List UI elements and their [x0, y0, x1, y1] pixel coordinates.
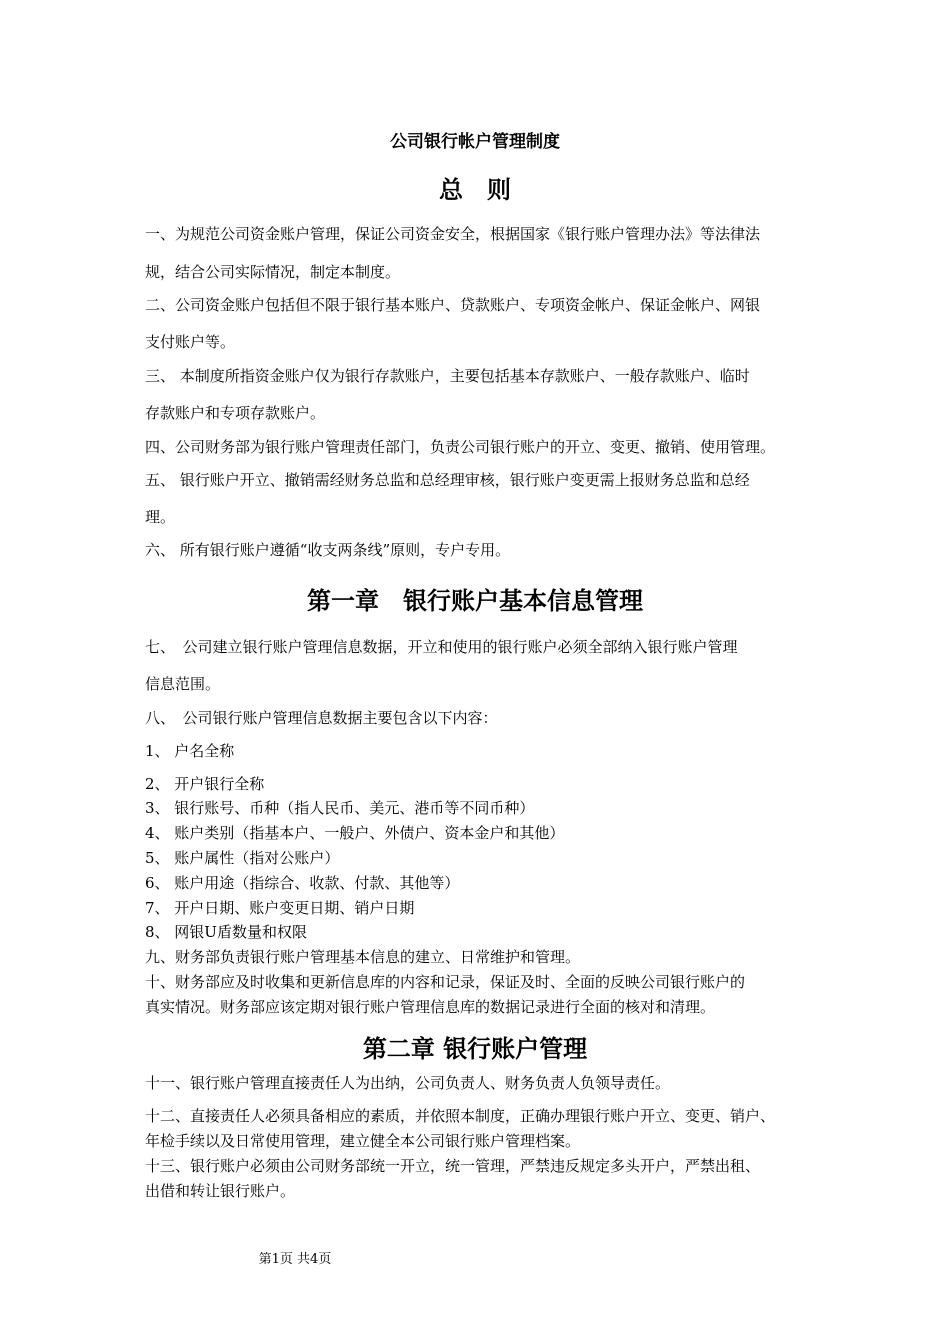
paragraph-line: 真实情况。财务部应该定期对银行账户管理信息库的数据记录进行全面的核对和清理。	[145, 998, 716, 1016]
paragraph-line: 十一、银行账户管理直接责任人为出纳，公司负责人、财务负责人负领导责任。	[145, 1074, 671, 1092]
paragraph-line: 十、财务部应及时收集和更新信息库的内容和记录，保证及时、全面的反映公司银行账户的	[145, 973, 746, 991]
paragraph-line: 七、 公司建立银行账户管理信息数据，开立和使用的银行账户必须全部纳入银行账户管理	[145, 638, 738, 656]
chapter2-heading: 第二章 银行账户管理	[362, 1035, 588, 1063]
page-footer: 第1页 共4页	[258, 1252, 332, 1267]
chapter1-heading: 第一章 银行账户基本信息管理	[307, 587, 643, 615]
paragraph-line: 支付账户等。	[145, 333, 236, 351]
paragraph-line: 八、 公司银行账户管理信息数据主要包含以下内容：	[145, 709, 498, 727]
list-item: 6、 账户用途（指综合、收款、付款、其他等）	[145, 874, 460, 892]
paragraph-line: 四、公司财务部为银行账户管理责任部门，负责公司银行账户的开立、变更、撤销、使用管理。	[145, 438, 776, 456]
list-item: 4、 账户类别（指基本户、一般户、外债户、资本金户和其他）	[145, 824, 565, 842]
paragraph-line: 十二、直接责任人必须具备相应的素质，并依照本制度，正确办理银行账户开立、变更、销户、	[145, 1107, 776, 1125]
list-item: 3、 银行账号、币种（指人民币、美元、港币等不同币种）	[145, 799, 535, 817]
list-item: 5、 账户属性（指对公账户）	[145, 849, 340, 867]
paragraph-line: 存款账户和专项存款账户。	[145, 404, 326, 422]
paragraph-line: 六、 所有银行账户遵循“收支两条线”原则，专户专用。	[145, 541, 511, 559]
general-heading: 总 则	[439, 176, 511, 204]
paragraph-line: 五、 银行账户开立、撤销需经财务总监和总经理审核，银行账户变更需上报财务总监和总经	[145, 471, 750, 489]
paragraph-line: 规，结合公司实际情况，制定本制度。	[145, 263, 401, 281]
document-title: 公司银行帐户管理制度	[390, 132, 560, 152]
paragraph-line: 九、财务部负责银行账户管理基本信息的建立、日常维护和管理。	[145, 948, 581, 966]
list-item: 2、 开户银行全称	[145, 775, 265, 793]
list-item: 7、 开户日期、账户变更日期、销户日期	[145, 899, 415, 917]
list-item: 1、 户名全称	[145, 742, 235, 760]
paragraph-line: 一、为规范公司资金账户管理，保证公司资金安全，根据国家《银行账户管理办法》等法律法	[145, 225, 761, 243]
paragraph-line: 出借和转让银行账户。	[145, 1182, 296, 1200]
paragraph-line: 二、公司资金账户包括但不限于银行基本账户、贷款账户、专项资金帐户、保证金帐户、网银	[145, 296, 761, 314]
paragraph-line: 年检手续以及日常使用管理，建立健全本公司银行账户管理档案。	[145, 1132, 581, 1150]
list-item: 8、 网银U盾数量和权限	[145, 923, 307, 941]
paragraph-line: 三、 本制度所指资金账户仅为银行存款账户，主要包括基本存款账户、一般存款账户、临时	[145, 367, 750, 385]
paragraph-line: 信息范围。	[145, 675, 221, 693]
paragraph-line: 理。	[145, 508, 176, 526]
paragraph-line: 十三、银行账户必须由公司财务部统一开立，统一管理，严禁违反规定多头开户，严禁出租、	[145, 1157, 761, 1175]
